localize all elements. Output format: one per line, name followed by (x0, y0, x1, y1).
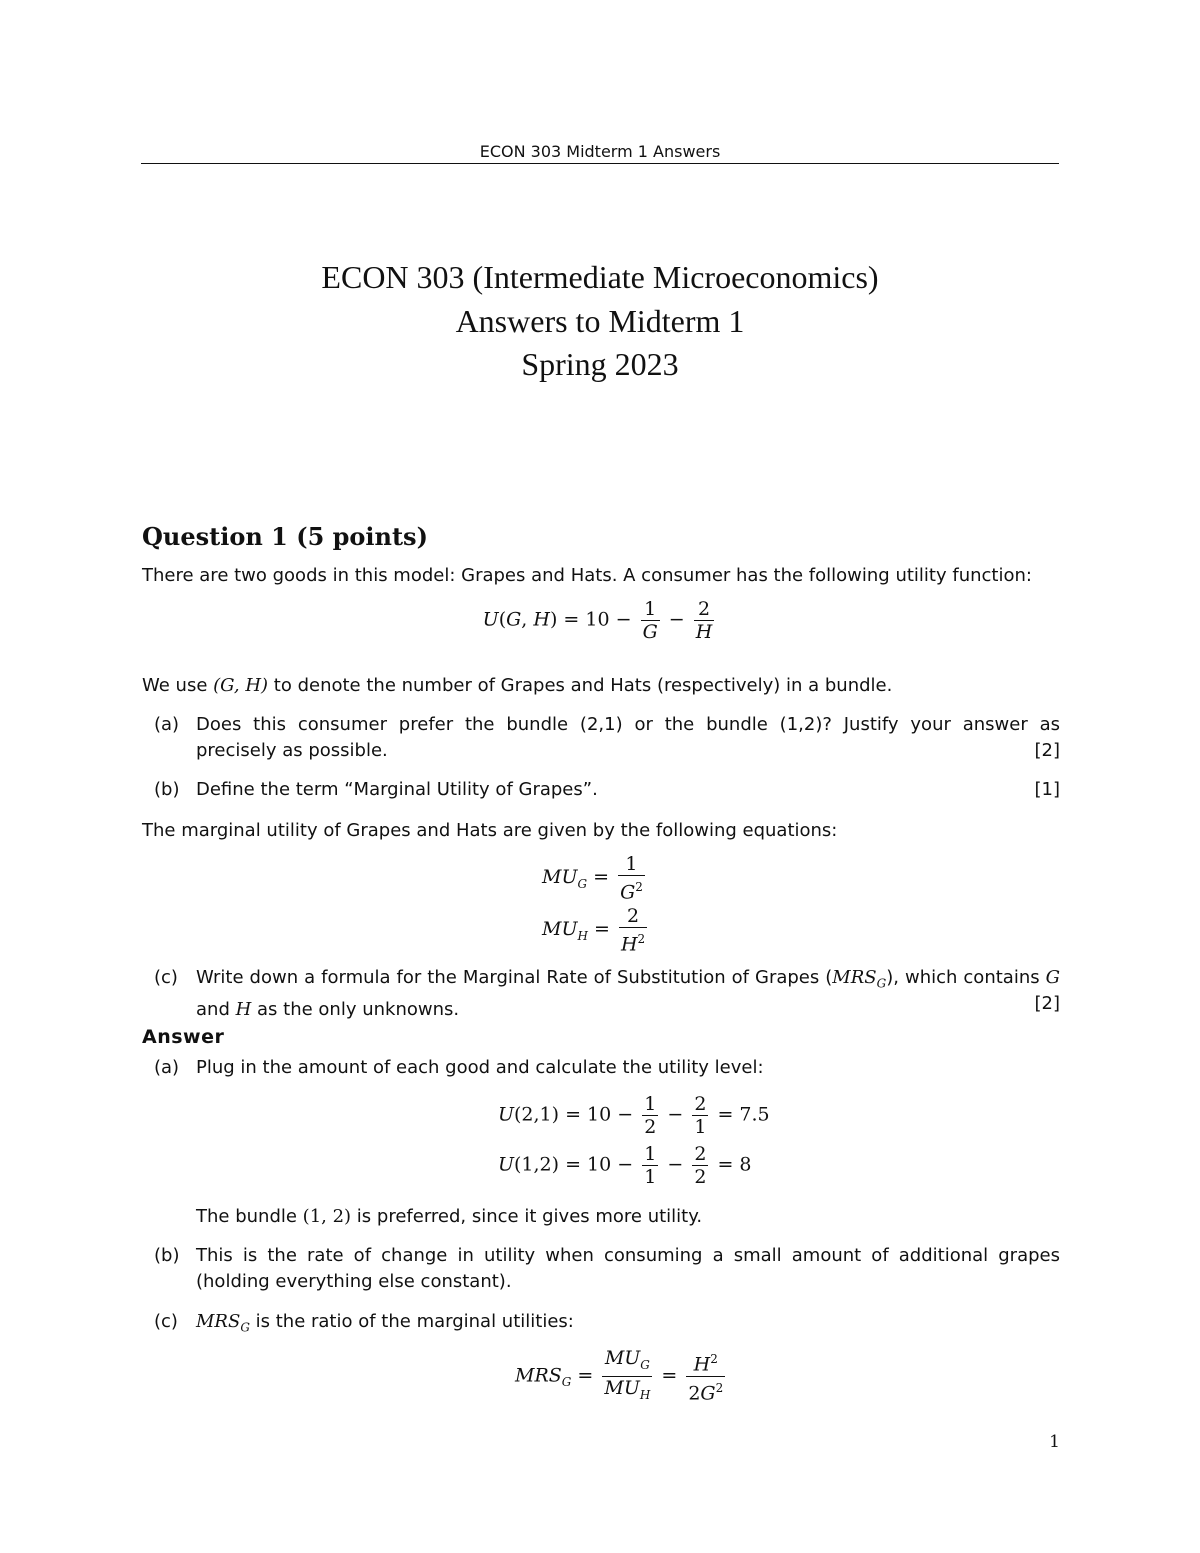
part-text: Write down a formula for the Marginal Rate of Substitution of Grapes $(MRS_G)$, which contains G and H as the only unknowns. (196, 967, 1060, 1020)
notation-sentence: We use (G, H) to denote the number of Grapes and Hats (respectively) in a bundle. (142, 675, 893, 696)
document-term: Spring 2023 (521, 346, 679, 382)
part-text: This is the rate of change in utility when consuming a small amount of additional grapes (holding everything else constant). (196, 1245, 1060, 1292)
answer-part-b (142, 1243, 1060, 1295)
part-label: (a) (154, 1057, 180, 1078)
part-label: (c) (154, 1311, 178, 1332)
question-heading: Question 1 (5 points) (142, 522, 428, 551)
part-text: Does this consumer prefer the bundle (2,1) or the bundle (1,2)? Justify your answer as precisely as possible. (196, 714, 1060, 761)
document-subtitle: Answers to Midterm 1 (455, 303, 745, 339)
running-header: ECON 303 Midterm 1 Answers (479, 142, 721, 161)
points-badge: [1] (1034, 779, 1060, 800)
question-part-a (142, 712, 1060, 764)
part-text: $MRS_G$ is the ratio of the marginal utilities: (196, 1311, 574, 1335)
part-label: (b) (154, 1245, 180, 1266)
points-badge: [2] (1034, 740, 1060, 761)
points-badge: [2] (1034, 993, 1060, 1014)
page-number: 1 (1049, 1432, 1060, 1452)
mu-g-equation: $MU_G$ = $\frac{1}{G^2}$ (542, 853, 643, 904)
question-intro: There are two goods in this model: Grapes and Hats. A consumer has the following utility function: (142, 565, 1032, 586)
mu-intro: The marginal utility of Grapes and Hats are given by the following equations: (142, 820, 838, 841)
utility-equation: U(G, H) = 10 − $\frac{1}{G}$ − $\frac{2}{H}$ (482, 598, 713, 643)
part-text: Define the term “Marginal Utility of Grapes”. (196, 779, 598, 800)
answer-part-c (142, 1309, 1060, 1341)
part-label: (b) (154, 779, 180, 800)
header-rule (141, 163, 1059, 164)
utility-calc-2-1: U(2,1) = 10 − $\frac{1}{2}$ − $\frac{2}{1}$ = 7.5 (498, 1093, 770, 1138)
mrs-equation: $MRS_G$ = $\frac{MU_G}{MU_H}$ = $\frac{H^2}{2G^2}$ (515, 1347, 724, 1405)
utility-calc-1-2: U(1,2) = 10 − $\frac{1}{1}$ − $\frac{2}{2}$ = 8 (498, 1143, 752, 1188)
part-label: (c) (154, 967, 178, 988)
question-part-c (142, 965, 1060, 1023)
answer-a-conclusion: The bundle (1, 2) is preferred, since it gives more utility. (196, 1206, 703, 1227)
question-part-b (142, 777, 1060, 803)
answer-heading: Answer (142, 1026, 225, 1048)
answer-part-a (142, 1055, 1060, 1081)
part-text: Plug in the amount of each good and calculate the utility level: (196, 1057, 764, 1078)
document-title: ECON 303 (Intermediate Microeconomics) (321, 259, 879, 295)
part-label: (a) (154, 714, 180, 735)
mu-h-equation: $MU_H$ = $\frac{2}{H^2}$ (542, 905, 646, 956)
